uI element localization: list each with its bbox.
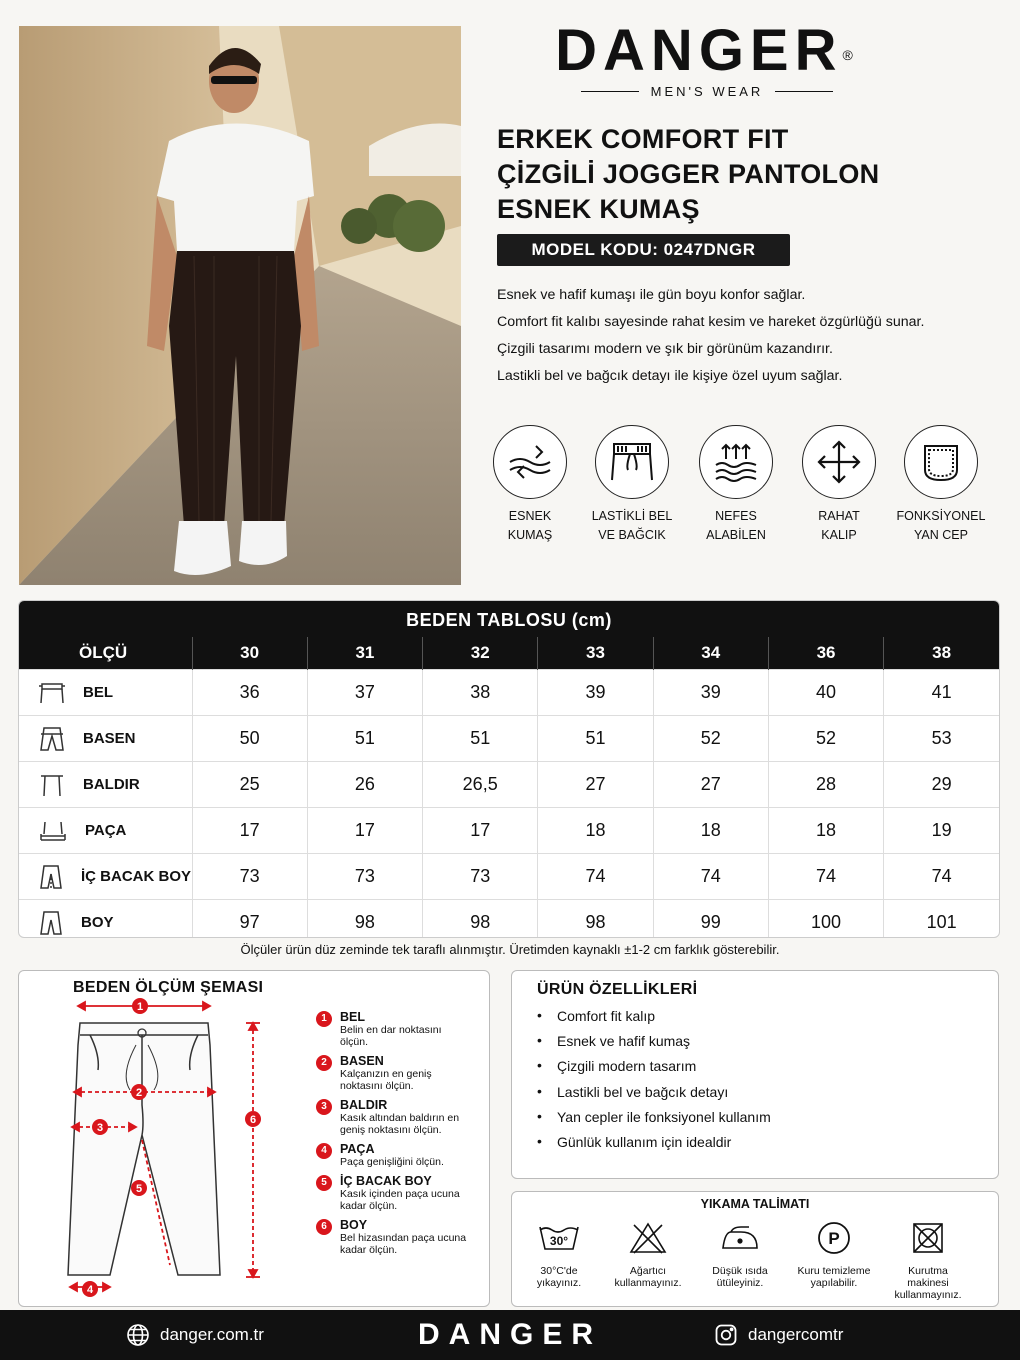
table-cell: 26 xyxy=(307,762,422,808)
side-pocket-icon xyxy=(919,440,963,484)
table-cell: 74 xyxy=(768,854,883,900)
step-number: 2 xyxy=(316,1055,332,1071)
table-cell: 51 xyxy=(538,716,653,762)
svg-text:6: 6 xyxy=(249,1114,257,1126)
feature-label: RAHAT xyxy=(818,509,860,523)
feature-label: YAN CEP xyxy=(914,528,968,542)
svg-text:4: 4 xyxy=(86,1284,94,1296)
size-column-header: 32 xyxy=(423,637,538,670)
waist-icon xyxy=(39,682,65,704)
wash-label: Ağartıcı xyxy=(629,1265,667,1277)
washing-title: YIKAMA TALİMATI xyxy=(700,1197,810,1211)
step-name: PAÇA xyxy=(340,1142,375,1156)
feature-label: ALABİLEN xyxy=(706,528,766,542)
table-cell: 51 xyxy=(423,716,538,762)
table-cell: 52 xyxy=(768,716,883,762)
size-table-title: BEDEN TABLOSU (cm) xyxy=(19,601,999,637)
table-cell: 18 xyxy=(768,808,883,854)
product-photo xyxy=(19,26,461,585)
wash-item xyxy=(598,1220,698,1289)
wash-label: 30°C'de xyxy=(540,1265,578,1277)
table-cell: 27 xyxy=(653,762,768,808)
table-cell: 39 xyxy=(538,670,653,716)
feature-label: KUMAŞ xyxy=(507,528,553,542)
feature-comfort-fit xyxy=(784,425,894,545)
size-column-header: 30 xyxy=(192,637,307,670)
inseam-icon xyxy=(39,864,63,890)
table-cell: 40 xyxy=(768,670,883,716)
table-cell: 29 xyxy=(884,762,999,808)
measurement-steps xyxy=(316,1010,470,1262)
size-column-header: 31 xyxy=(307,637,422,670)
registered-mark: ® xyxy=(842,47,859,63)
svg-text:3: 3 xyxy=(96,1122,104,1134)
feature-side-pocket xyxy=(886,425,996,545)
size-header-label: ÖLÇÜ xyxy=(19,637,192,670)
elastic-waist-icon xyxy=(608,440,656,484)
step-desc: Paça genişliğini ölçün. xyxy=(340,1156,444,1168)
table-cell: 18 xyxy=(538,808,653,854)
description-line: Lastikli bel ve bağcık detayı ile kişiye özel uyum sağlar. xyxy=(497,368,843,384)
table-cell: 37 xyxy=(307,670,422,716)
wash-item xyxy=(878,1220,978,1301)
table-cell: 73 xyxy=(423,854,538,900)
wash-label: Düşük ısıda xyxy=(712,1265,768,1277)
table-cell: 27 xyxy=(538,762,653,808)
measure-step xyxy=(316,1218,470,1256)
step-desc: Kasık altından baldırın en geniş noktasını ölçün. xyxy=(340,1112,460,1136)
step-name: BEL xyxy=(340,1010,365,1024)
table-cell: 98 xyxy=(307,900,422,939)
size-header-row xyxy=(19,637,999,670)
measure-step xyxy=(316,1010,470,1048)
wash-item xyxy=(784,1220,884,1289)
table-cell: 36 xyxy=(192,670,307,716)
table-row xyxy=(19,808,999,854)
feature-elastic-waist xyxy=(577,425,687,545)
wash-symbol: P xyxy=(828,1229,840,1248)
step-desc: Kasık içinden paça ucuna kadar ölçün. xyxy=(340,1188,460,1212)
thigh-icon xyxy=(39,773,65,797)
svg-text:5: 5 xyxy=(135,1183,143,1195)
measure-step xyxy=(316,1098,470,1136)
product-title xyxy=(497,122,879,227)
pants-diagram xyxy=(60,995,280,1300)
table-cell: 51 xyxy=(307,716,422,762)
table-cell: 74 xyxy=(538,854,653,900)
table-cell: 17 xyxy=(192,808,307,854)
step-desc: Bel hizasından paça ucuna kadar ölçün. xyxy=(340,1232,467,1256)
brand-logo xyxy=(497,20,917,99)
wash-label: ütüleyiniz. xyxy=(716,1277,764,1289)
wash-label: Kurutma xyxy=(908,1265,948,1277)
brand-name: DANGER xyxy=(555,18,843,83)
table-cell: 97 xyxy=(192,900,307,939)
instagram-text: dangercomtr xyxy=(748,1325,844,1344)
feature-label: VE BAĞCIK xyxy=(598,528,666,542)
list-item: • Yan cepler ile fonksiyonel kullanım xyxy=(537,1109,771,1134)
table-cell: 99 xyxy=(653,900,768,939)
wash-label: yıkayınız. xyxy=(536,1277,582,1289)
low-iron-icon xyxy=(719,1224,761,1252)
length-icon xyxy=(39,910,63,936)
table-cell: 26,5 xyxy=(423,762,538,808)
step-number: 4 xyxy=(316,1143,332,1159)
table-row xyxy=(19,900,999,939)
measure-step xyxy=(316,1142,470,1168)
feature-label: FONKSİYONEL xyxy=(896,509,986,523)
wash-label: kullanmayınız. xyxy=(894,1289,962,1301)
table-cell: 73 xyxy=(307,854,422,900)
size-column-header: 34 xyxy=(653,637,768,670)
table-cell: 41 xyxy=(884,670,999,716)
row-label: BOY xyxy=(81,914,114,931)
row-label: İÇ BACAK BOY xyxy=(81,868,192,885)
title-line: ESNEK KUMAŞ xyxy=(497,194,700,224)
svg-text:1: 1 xyxy=(136,1001,144,1013)
list-item: • Çizgili modern tasarım xyxy=(537,1058,771,1083)
table-cell: 52 xyxy=(653,716,768,762)
size-table-note: Ölçüler ürün düz zeminde tek taraflı alınmıştır. Üretimden kaynaklı ±1-2 cm farklık gösterebilir. xyxy=(240,942,780,957)
feature-breathable xyxy=(681,425,791,545)
size-column-header: 33 xyxy=(538,637,653,670)
footer-logo: DANGER xyxy=(417,1318,602,1351)
row-label: BALDIR xyxy=(83,776,140,793)
product-features-title: ÜRÜN ÖZELLİKLERİ xyxy=(537,981,698,998)
step-name: BALDIR xyxy=(340,1098,388,1112)
step-name: BOY xyxy=(340,1218,368,1232)
list-item: • Günlük kullanım için idealdir xyxy=(537,1134,771,1159)
brand-tagline: MEN'S WEAR xyxy=(650,84,764,99)
measure-step xyxy=(316,1174,470,1212)
stretch-fabric-icon xyxy=(506,442,554,482)
table-cell: 38 xyxy=(423,670,538,716)
row-label: BEL xyxy=(83,684,113,701)
table-row xyxy=(19,854,999,900)
website-text: danger.com.tr xyxy=(160,1325,264,1344)
no-bleach-icon xyxy=(628,1221,668,1255)
table-cell: 98 xyxy=(538,900,653,939)
table-row xyxy=(19,670,999,716)
description-line: Comfort fit kalıbı sayesinde rahat kesim ve hareket özgürlüğü sunar. xyxy=(497,314,925,330)
footer xyxy=(0,1310,1020,1360)
comfort-fit-icon xyxy=(815,438,863,486)
dry-clean-icon xyxy=(816,1220,852,1256)
table-cell: 53 xyxy=(884,716,999,762)
title-line: ÇİZGİLİ JOGGER PANTOLON xyxy=(497,159,880,189)
list-item: • Esnek ve hafif kumaş xyxy=(537,1033,771,1058)
measurement-guide-title: BEDEN ÖLÇÜM ŞEMASI xyxy=(73,979,264,996)
table-cell: 74 xyxy=(884,854,999,900)
table-cell: 100 xyxy=(768,900,883,939)
wash-item xyxy=(690,1220,790,1289)
size-table xyxy=(18,600,1000,938)
step-name: İÇ BACAK BOY xyxy=(340,1174,432,1188)
step-number: 6 xyxy=(316,1219,332,1235)
wash-item xyxy=(509,1220,609,1289)
table-cell: 17 xyxy=(423,808,538,854)
table-cell: 28 xyxy=(768,762,883,808)
size-column-header: 36 xyxy=(768,637,883,670)
feature-label: NEFES xyxy=(715,509,757,523)
step-name: BASEN xyxy=(340,1054,384,1068)
description-line: Esnek ve hafif kumaşı ile gün boyu konfor sağlar. xyxy=(497,287,806,303)
size-column-header: 38 xyxy=(884,637,999,670)
step-number: 5 xyxy=(316,1175,332,1191)
table-cell: 18 xyxy=(653,808,768,854)
table-cell: 39 xyxy=(653,670,768,716)
list-item: • Lastikli bel ve bağcık detayı xyxy=(537,1084,771,1109)
table-cell: 101 xyxy=(884,900,999,939)
product-features-list xyxy=(537,1008,771,1159)
description-line: Çizgili tasarımı modern ve şık bir görünüm kazandırır. xyxy=(497,341,833,357)
row-label: BASEN xyxy=(83,730,136,747)
step-desc: Kalçanızın en geniş noktasını ölçün. xyxy=(340,1068,432,1092)
list-item: • Comfort fit kalıp xyxy=(537,1008,771,1033)
website-link[interactable] xyxy=(126,1310,264,1360)
step-number: 3 xyxy=(316,1099,332,1115)
feature-label: LASTİKLİ BEL xyxy=(591,509,673,523)
wash-symbol: 30° xyxy=(549,1234,569,1248)
no-tumble-dry-icon xyxy=(911,1221,945,1255)
instagram-icon xyxy=(714,1323,738,1347)
wash-label: makinesi xyxy=(907,1277,949,1289)
hip-icon xyxy=(39,726,65,752)
wash-30-icon xyxy=(538,1223,580,1253)
measure-step xyxy=(316,1054,470,1092)
table-cell: 25 xyxy=(192,762,307,808)
table-cell: 50 xyxy=(192,716,307,762)
feature-stretch xyxy=(475,425,585,545)
hem-icon xyxy=(39,820,67,842)
breathable-icon xyxy=(712,441,760,483)
table-row xyxy=(19,762,999,808)
table-row xyxy=(19,716,999,762)
table-cell: 17 xyxy=(307,808,422,854)
table-cell: 74 xyxy=(653,854,768,900)
table-cell: 73 xyxy=(192,854,307,900)
table-cell: 19 xyxy=(884,808,999,854)
instagram-link[interactable] xyxy=(714,1310,843,1360)
wash-label: yapılabilir. xyxy=(810,1277,858,1289)
title-line: ERKEK COMFORT FIT xyxy=(497,124,789,154)
table-cell: 98 xyxy=(423,900,538,939)
wash-label: kullanmayınız. xyxy=(614,1277,682,1289)
row-label: PAÇA xyxy=(85,822,127,839)
feature-label: ESNEK xyxy=(508,509,552,523)
globe-icon xyxy=(126,1323,150,1347)
step-desc: Belin en dar noktasını ölçün. xyxy=(340,1024,442,1048)
model-code-badge: MODEL KODU: 0247DNGR xyxy=(497,234,790,266)
svg-text:2: 2 xyxy=(135,1087,143,1099)
feature-label: KALIP xyxy=(821,528,857,542)
step-number: 1 xyxy=(316,1011,332,1027)
wash-label: Kuru temizleme xyxy=(797,1265,871,1277)
product-description xyxy=(497,282,924,390)
